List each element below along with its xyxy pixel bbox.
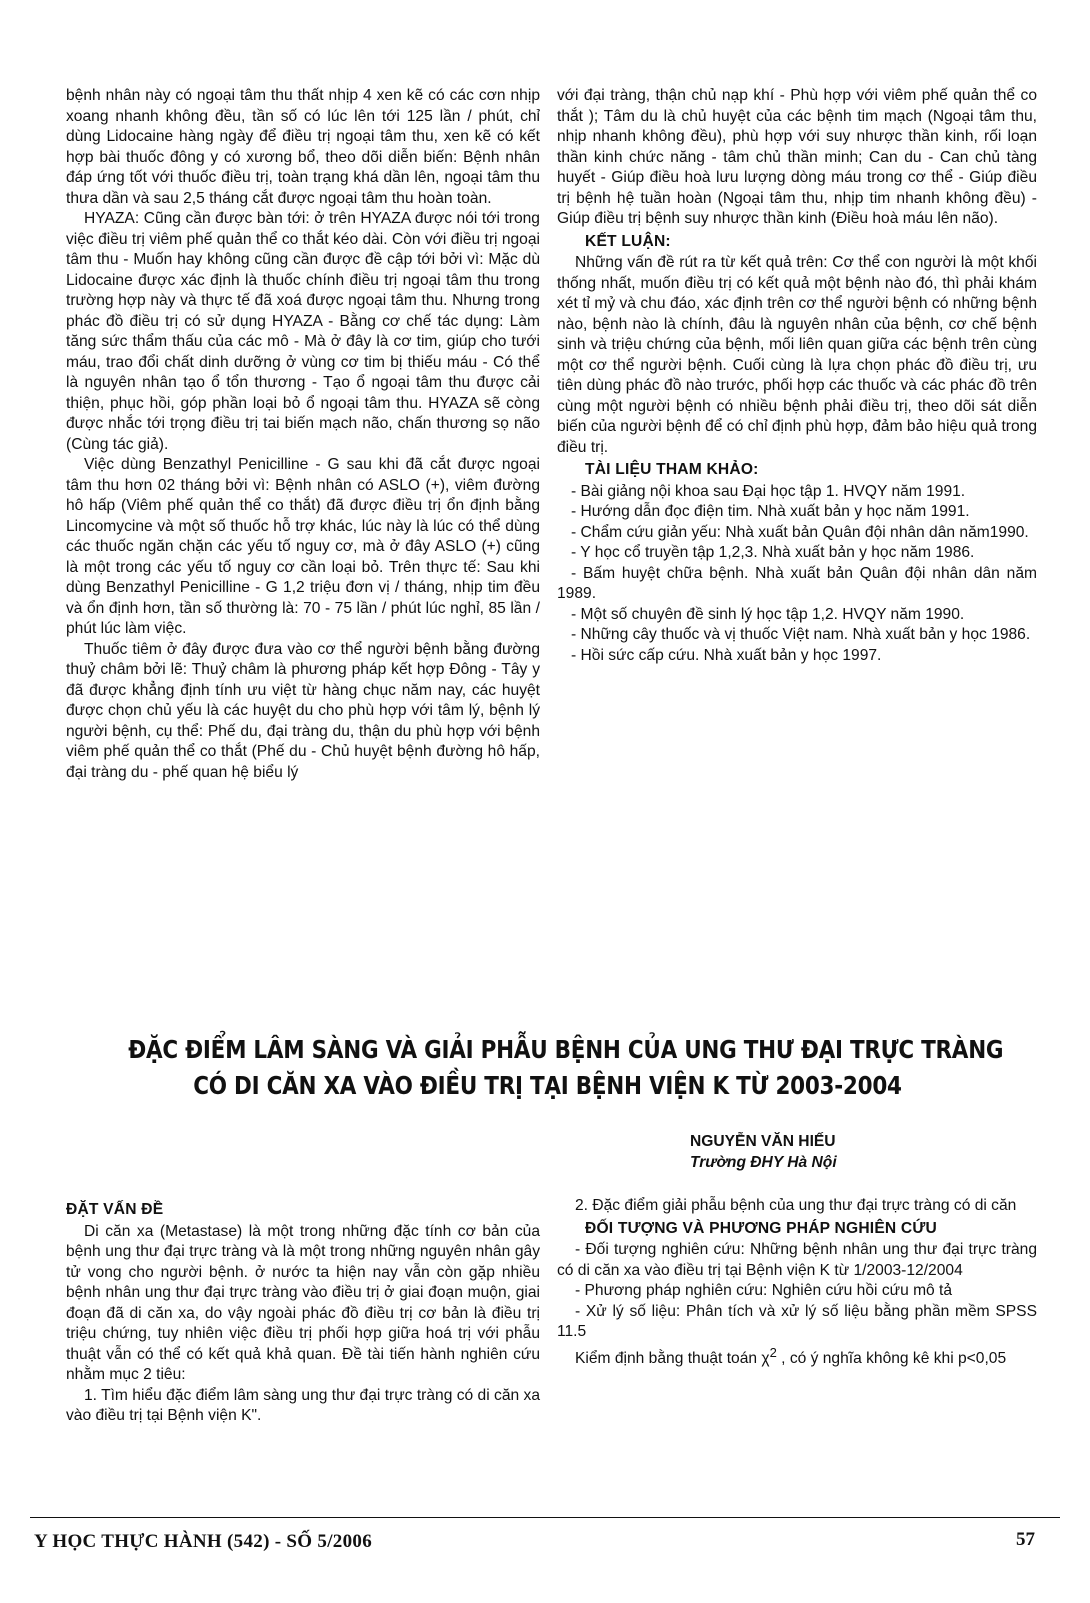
footer-rule	[30, 1517, 1060, 1518]
significance-text: , có ý nghĩa không kê khi p<0,05	[776, 1349, 1007, 1367]
paragraph: Thuốc tiêm ở đây được đưa vào cơ thể người bệnh bằng đường thuỷ châm bởi lẽ: Thuỷ châm là phương pháp kết hợp Đông - Tây y đã được khẳng định tính ưu việt từ hàng chục năm nay, các huyệt được chọn chủ yếu là các huyệt du cho phù hợp với tâm lý, bệnh lý người bệnh, cụ thể: Phế du, đại tràng du, thận du phù hợp với bệnh viêm phế quản thể co thắt (Phế du - Chủ huyệt bệnh đường hô hấp, đại tràng du - phế quan hệ biểu lý	[66, 640, 540, 781]
journal-footer: Y HỌC THỰC HÀNH (542) - SỐ 5/2006	[34, 1531, 373, 1552]
author-name: NGUYỄN VĂN HIẾU	[690, 1133, 836, 1150]
top-left-column	[66, 86, 540, 783]
article-title-line-1: ĐẶC ĐIỂM LÂM SÀNG VÀ GIẢI PHẪU BỆNH CỦA UNG THƯ ĐẠI TRỰC TRÀNG	[128, 1035, 1004, 1064]
objective-2: 2. Đặc điểm giải phẫu bệnh của ung thư đại trực tràng có di căn	[575, 1197, 1017, 1214]
paragraph: bệnh nhân này có ngoại tâm thu thất nhịp 4 xen kẽ có các cơn nhịp xoang nhanh không đều, tần số có lúc lên tới 125 lần / phút, chỉ dùng Lidocaine hàng ngày để điều trị ngoại tâm thu, xen kẽ có kết hợp bài thuốc đông y có xương bổ, theo dõi diễn biến: Bệnh nhân đáp ứng tốt với thuốc điều trị, toàn trạng khá dần lên, ngoại tâm thu thưa dần và sau 2,5 tháng cắt được ngoại tâm thu hoàn toàn.	[66, 87, 540, 207]
methods-item: - Đối tượng nghiên cứu: Những bệnh nhân ung thư đại trực tràng có di căn xa vào điều trị tại Bệnh viện K từ 1/2003-12/2004	[557, 1241, 1037, 1279]
paragraph: với đại tràng, thận chủ nạp khí - Phù hợp với viêm phế quản thể co thắt ); Tâm du là chủ huyệt của các bệnh tim mạch (Ngoại tâm thu, nhịp nhanh không đều), phù hợp với suy nhược thần kinh, rối loạn thần kinh chức năng - tâm chủ thần minh; Can du - Can chủ tàng huyết - Giúp điều hoà lưu lượng dòng máu trong cơ thể - Giúp điều trị bệnh hệ tuần hoàn (Ngoại tâm thu, nhịp tim nhanh không đều) - Giúp điều trị bệnh suy nhược thần kinh (Điều hoà máu lên não).	[557, 87, 1037, 227]
reference-item: - Hồi sức cấp cứu. Nhà xuất bản y học 1997.	[571, 646, 882, 664]
objective-1: 1. Tìm hiểu đặc điểm lâm sàng ung thư đại trực tràng có di căn xa vào điều trị tại Bệnh viện K".	[66, 1386, 540, 1424]
author-affiliation: Trường ĐHY Hà Nội	[690, 1154, 837, 1171]
reference-item: - Một số chuyên đề sinh lý học tập 1,2. HVQY năm 1990.	[571, 605, 965, 623]
references-heading: TÀI LIỆU THAM KHẢO:	[585, 461, 759, 478]
methods-item: - Xử lý số liệu: Phân tích và xử lý số liệu bằng phần mềm SPSS 11.5	[557, 1302, 1037, 1340]
top-right-column	[557, 86, 1037, 666]
chi-square-text: Kiểm định bằng thuật toán χ	[575, 1349, 770, 1367]
paragraph: Việc dùng Benzathyl Penicilline - G sau khi đã cắt được ngoại tâm thu hơn 02 tháng bởi vì: Bệnh nhân có ASLO (+), viêm đường hô hấp (Viêm phế quản thể co thắt) đã được điều trị ổn định bằng Lincomycine và một số thuốc hỗ trợ khác, lúc này là lúc có thể dùng các thuốc ngăn chặn các yếu tố nguy cơ, mà ở đây ASLO (+) cũng là một trong các yếu tố nguy cơ cần loại bỏ. Trên thực tế: Sau khi dùng Benzathyl Penicilline - G 1,2 triệu đơn vị / tháng, nhịp tim đều và ổn định hơn, tần số thường là: 70 - 75 lần / phút lúc nghỉ, 85 lần / phút lúc làm việc.	[66, 456, 540, 637]
chi-square-superscript: 2	[769, 1344, 777, 1360]
bottom-right-column	[557, 1196, 1037, 1369]
article-title-line-2: CÓ DI CĂN XA VÀO ĐIỀU TRỊ TẠI BỆNH VIỆN K TỪ 2003-2004	[193, 1071, 902, 1100]
methods-item: - Phương pháp nghiên cứu: Nghiên cứu hồi cứu mô tả	[575, 1282, 953, 1299]
reference-item: - Y học cổ truyền tập 1,2,3. Nhà xuất bản y học năm 1986.	[571, 544, 975, 561]
reference-item: - Những cây thuốc và vị thuốc Việt nam. Nhà xuất bản y học 1986.	[571, 626, 1031, 643]
author-block	[690, 1131, 950, 1173]
section-heading: ĐẶT VẤN ĐỀ	[66, 1201, 164, 1218]
page-number: 57	[1016, 1529, 1035, 1550]
reference-item: - Chẩm cứu giản yếu: Nhà xuất bản Quân đội nhân dân năm1990.	[571, 523, 1029, 541]
methods-item	[557, 1343, 1037, 1370]
bottom-left-column	[66, 1198, 540, 1427]
methods-heading: ĐỐI TƯỢNG VÀ PHƯƠNG PHÁP NGHIÊN CỨU	[585, 1219, 937, 1237]
reference-item: - Hướng dẫn đọc điện tim. Nhà xuất bản y học năm 1991.	[571, 503, 970, 520]
intro-paragraph: Di căn xa (Metastase) là một trong những đặc tính cơ bản của bệnh ung thư đại trực tràng và là một trong những nguyên nhân gây tử vong cho người bệnh. ở nước ta hiện nay vẫn còn gặp nhiều bệnh nhân ung thư đại trực tràng vào điều trị ở giai đoạn muộn, giai đoạn đã di căn xa, do vậy ngoài phác đồ điều trị cơ bản là điều trị triệu chứng, tuy nhiên việc điều trị phối hợp giữa hoá trị với phẫu thuật vẫn có thể có kết quả khả quan. Đề tài tiến hành nghiên cứu nhằm mục 2 tiêu:	[66, 1222, 540, 1383]
paragraph: HYAZA: Cũng cần được bàn tới: ở trên HYAZA được nói tới trong việc điều trị viêm phế quản thể co thắt kéo dài. Còn với điều trị ngoại tâm thu - Muốn hay không cũng cần được đề cập tới bởi vì: Mặc dù Lidocaine được xác định là thuốc chính điều trị ngoại tâm thu trong trường hợp này và thực tế đã xoá được ngoại tâm thu. Nhưng trong phác đồ điều trị có sử dụng HYAZA - Bằng cơ chế tác dụng: Làm tăng sức thẩm thấu của các mô - Mà ở đây là cơ tim, giúp cho tưới máu, trao đổi chất dinh dưỡng ở vùng cơ tim bị thiếu máu - Có thể là nguyên nhân tạo ổ tổn thương - Tạo ổ ngoại tâm thu được cải thiện, phục hồi, góp phần loại bỏ ổ ngoại tâm thu. HYAZA sẽ còng được nhắc tới trọng điều trị tai biến mạch não, chấn thương sọ não (Cùng tác giả).	[66, 210, 540, 453]
article-title	[60, 1032, 1035, 1104]
reference-item: - Bài giảng nội khoa sau Đại học tập 1. HVQY năm 1991.	[571, 482, 966, 500]
conclusion-heading: KẾT LUẬN:	[585, 232, 671, 250]
conclusion-paragraph: Những vấn đề rút ra từ kết quả trên: Cơ thể con người là một khối thống nhất, muốn điều trị có kết quả một bệnh nào đó, thì phải khám xét tỉ mỷ và chu đáo, xác định trên cơ thể người bệnh có những bệnh nào, bệnh nào là chính, đâu là nguyên nhân của bệnh, cơ chế bệnh sinh và triệu chứng của bệnh, mối liên quan giữa các bệnh trên cùng một cơ thể người bệnh. Cuối cùng là lựa chọn phác đồ điều trị, ưu tiên dùng phác đồ nào trước, phối hợp các thuốc và các phác đồ trên cùng một người bệnh có nhiều bệnh phải điều trị, theo dõi sát diễn biến của người bệnh để có chỉ định phù hợp, đảm bảo hiệu quả trong điều trị.	[557, 254, 1037, 456]
reference-item: - Bấm huyệt chữa bệnh. Nhà xuất bản Quân đội nhân dân năm 1989.	[557, 564, 1037, 602]
